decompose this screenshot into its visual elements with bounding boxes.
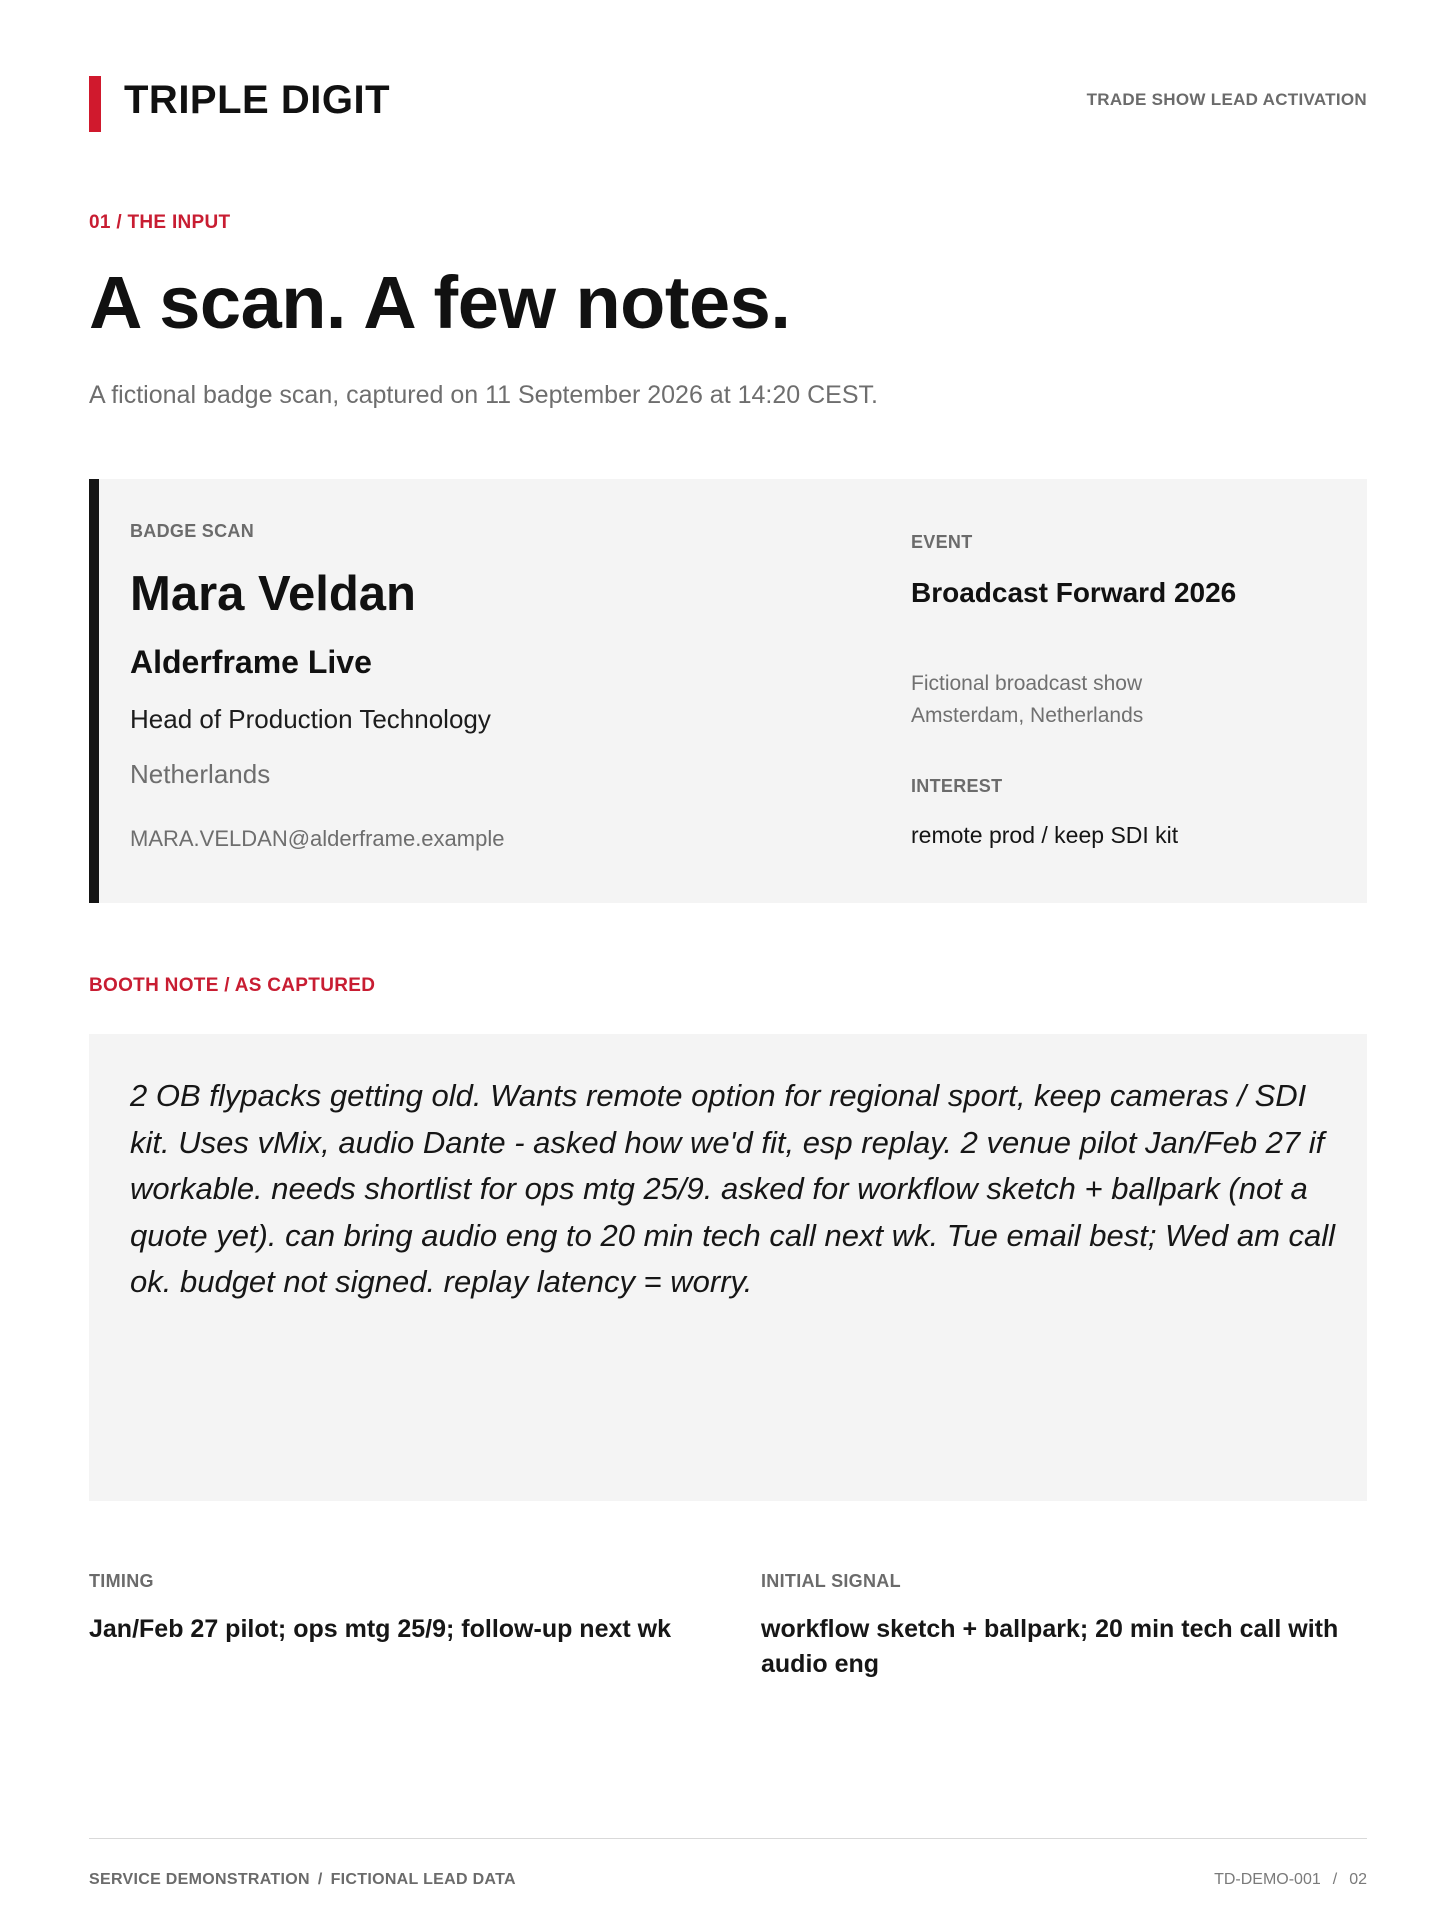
contact-name: Mara Veldan bbox=[130, 567, 416, 621]
header-tagline: TRADE SHOW LEAD ACTIVATION bbox=[1086, 90, 1367, 109]
footer-separator: / bbox=[1332, 1871, 1338, 1888]
section-label-input: 01 / THE INPUT bbox=[89, 212, 231, 233]
event-description: Fictional broadcast show bbox=[911, 672, 1143, 695]
footer-left-text bbox=[89, 1871, 516, 1889]
event-label: EVENT bbox=[911, 532, 973, 552]
brand-accent-bar bbox=[89, 76, 101, 132]
footer-data-label: FICTIONAL LEAD DATA bbox=[330, 1871, 516, 1888]
event-location: Amsterdam, Netherlands bbox=[911, 704, 1144, 727]
timing-value: Jan/Feb 27 pilot; ops mtg 25/9; follow-up next wk bbox=[89, 1615, 672, 1643]
page-subtitle: A fictional badge scan, captured on 11 September 2026 at 14:20 CEST. bbox=[89, 381, 878, 409]
badge-card-edge bbox=[89, 479, 99, 903]
booth-note-text: 2 OB flypacks getting old. Wants remote option for regional sport, keep cameras / SDI kit. Uses vMix, audio Dante - asked how we'd fit, esp replay. 2 venue pilot Jan/Feb 27 if workable. needs shortlist for ops mtg 25/9. asked for workflow sketch + ballpark (not a quote yet). can bring audio eng to 20 min tech call next wk. Tue email best; Wed am call ok. budget not signed. replay latency = worry. bbox=[130, 1078, 1336, 1299]
brand-logo-text: TRIPLE DIGIT bbox=[124, 78, 390, 122]
page-number: 02 bbox=[1349, 1871, 1367, 1888]
timing-label: TIMING bbox=[89, 1571, 154, 1591]
footer-divider bbox=[89, 1838, 1367, 1839]
badge-scan-card bbox=[89, 479, 1367, 903]
contact-country: Netherlands bbox=[130, 759, 271, 789]
contact-email: MARA.VELDAN@alderframe.example bbox=[130, 826, 505, 851]
initial-signal-value: workflow sketch + ballpark; 20 min tech call with audio eng bbox=[761, 1615, 1339, 1678]
page-title: A scan. A few notes. bbox=[89, 261, 791, 344]
contact-job-title: Head of Production Technology bbox=[130, 704, 491, 734]
footer-service-label: SERVICE DEMONSTRATION bbox=[89, 1871, 310, 1888]
booth-note-card bbox=[89, 1034, 1367, 1501]
document-id: TD-DEMO-001 bbox=[1214, 1871, 1321, 1888]
contact-company: Alderframe Live bbox=[130, 644, 372, 680]
event-name: Broadcast Forward 2026 bbox=[911, 577, 1237, 608]
footer-separator: / bbox=[317, 1871, 323, 1888]
badge-scan-label: BADGE SCAN bbox=[130, 521, 255, 541]
section-label-booth-note: BOOTH NOTE / AS CAPTURED bbox=[89, 975, 376, 996]
initial-signal-label: INITIAL SIGNAL bbox=[761, 1571, 901, 1591]
footer-right-text bbox=[1214, 1871, 1367, 1889]
document-page bbox=[89, 0, 1367, 1920]
interest-value: remote prod / keep SDI kit bbox=[911, 822, 1179, 848]
interest-label: INTEREST bbox=[911, 776, 1003, 796]
page-header bbox=[89, 76, 1367, 134]
